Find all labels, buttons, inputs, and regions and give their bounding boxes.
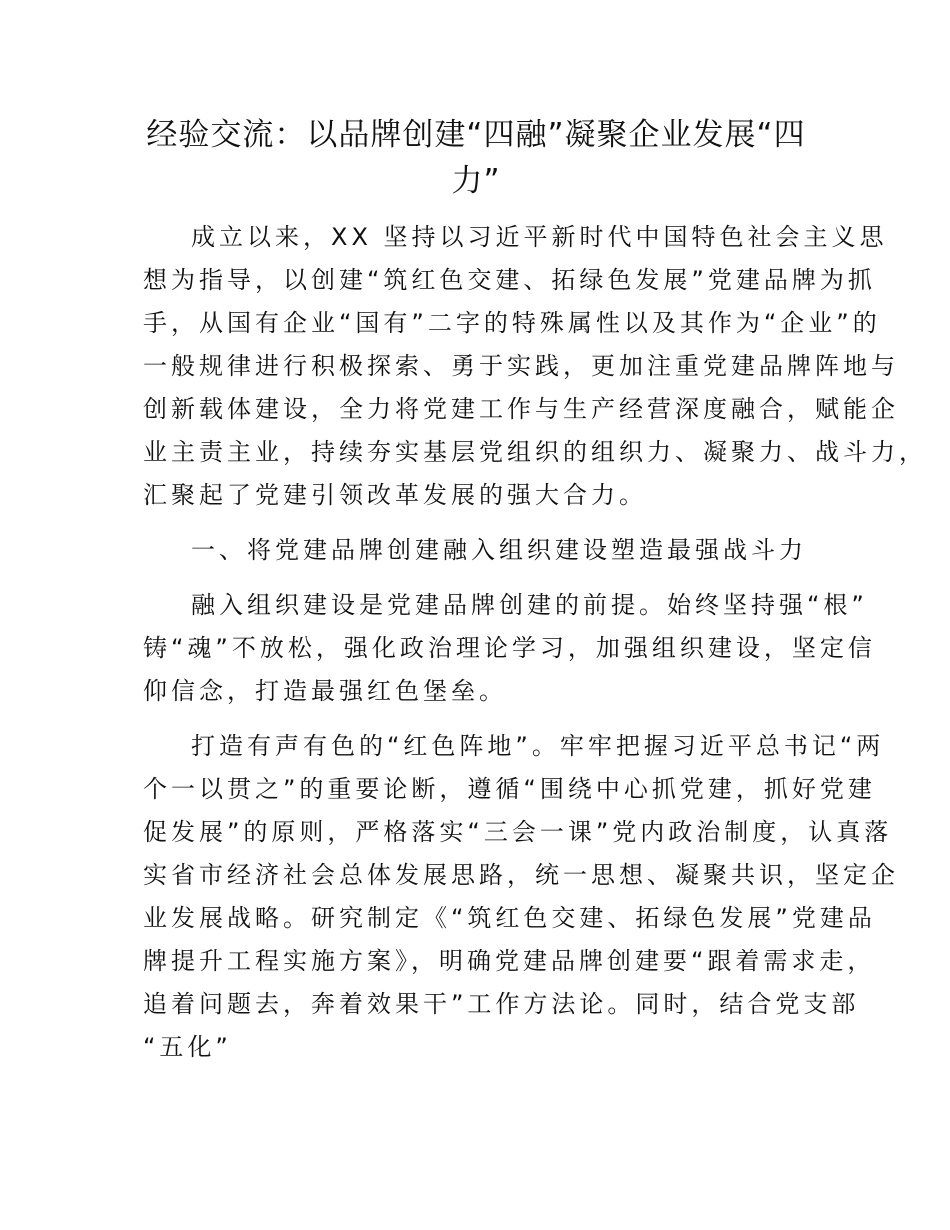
- text-line: 实省市经济社会总体发展思路，统一思想、凝聚共识，坚定企: [143, 861, 899, 889]
- document-body: [143, 216, 927, 1081]
- text-line: 业主责主业，持续夯实基层党组织的组织力、凝聚力、战斗力，: [143, 438, 927, 466]
- text-line: 促发展”的原则，严格落实“三会一课”党内政治制度，认真落: [143, 818, 893, 846]
- text-line: 个一以贯之”的重要论断，遵循“围绕中心抓党建，抓好党建: [143, 775, 876, 803]
- text-line: 牌提升工程实施方案》，明确党建品牌创建要“跟着需求走，: [143, 947, 876, 975]
- title-line: 力”: [451, 163, 501, 199]
- section-heading: [143, 529, 833, 572]
- text-line: 一、将党建品牌创建融入组织建设塑造最强战斗力: [191, 536, 807, 564]
- text-line: 一般规律进行积极探索、勇于实践，更加注重党建品牌阵地与: [143, 352, 899, 380]
- text-line: 仰信念，打造最强红色堡垒。: [143, 677, 507, 705]
- text-line: 打造有声有色的“红色阵地”。牢牢把握习近平总书记“两: [191, 732, 885, 760]
- text-line: 创新载体建设，全力将党建工作与生产经营深度融合，赋能企: [143, 395, 899, 423]
- text-line: 铸“魂”不放松，强化政治理论学习，加强组织建设，坚定信: [143, 634, 876, 662]
- text-line: 业发展战略。研究制定《“筑红色交建、拓绿色发展”党建品: [143, 904, 876, 932]
- text-line: 手，从国有企业“国有”二字的特殊属性以及其作为“企业”的: [143, 309, 881, 337]
- paragraph: [143, 216, 927, 517]
- text-line: 成立以来，XX 坚持以习近平新时代中国特色社会主义思: [191, 223, 888, 251]
- text-line: 融入组织建设是党建品牌创建的前提。始终坚持强“根”: [191, 591, 868, 619]
- text-line: “五化”: [143, 1033, 232, 1061]
- paragraph: [143, 725, 899, 1069]
- text-line: 追着问题去，奔着效果干”工作方法论。同时，结合党支部: [143, 990, 860, 1018]
- paragraph: [143, 584, 876, 713]
- document-title: [140, 112, 812, 204]
- text-line: 汇聚起了党建引领改革发展的强大合力。: [143, 481, 647, 509]
- title-line: 经验交流：以品牌创建“四融”凝聚企业发展“四: [146, 117, 806, 153]
- text-line: 想为指导，以创建“筑红色交建、拓绿色发展”党建品牌为抓: [143, 266, 876, 294]
